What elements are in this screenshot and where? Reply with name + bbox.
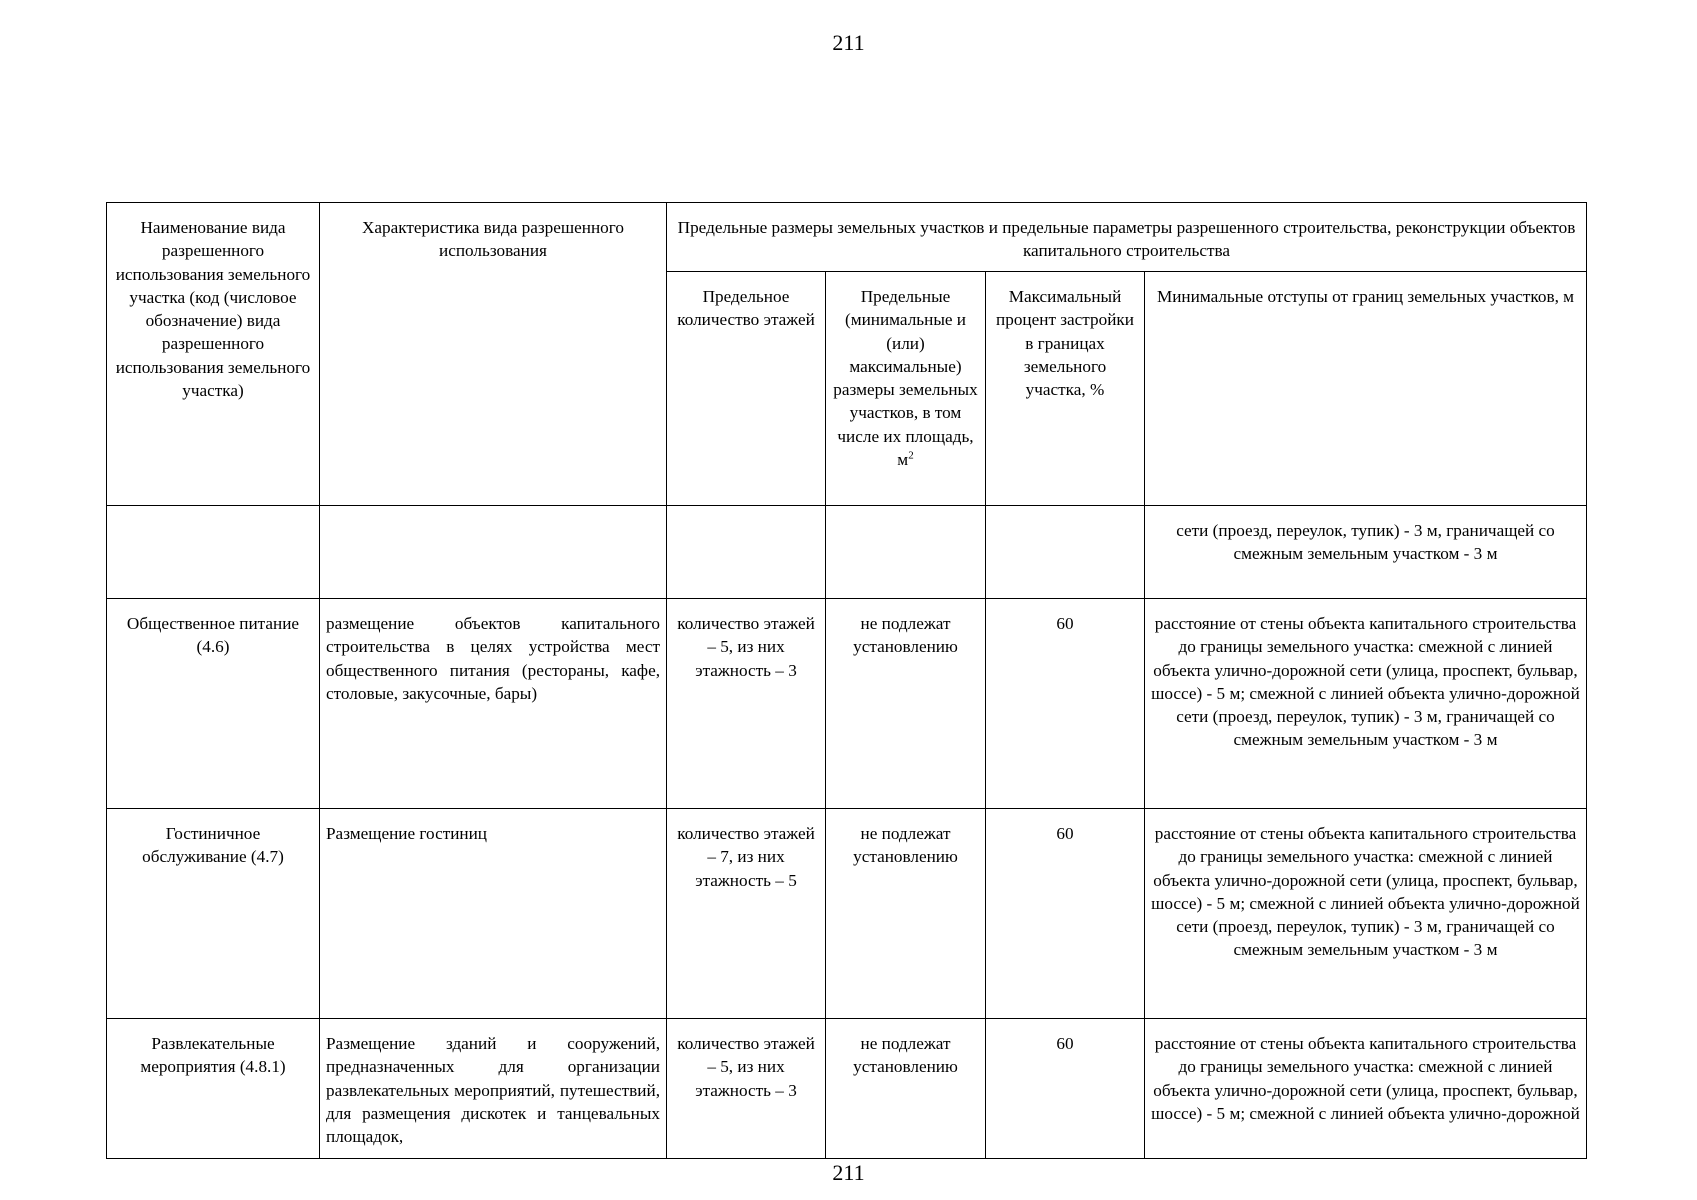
cell-plot-size: не подлежат установлению [826,599,986,809]
table-row [107,1019,1587,1159]
header-min-setbacks: Минимальные отступы от границ земельных участков, м [1145,272,1587,506]
cell-min-setbacks: сети (проезд, переулок, тупик) - 3 м, граничащей со смежным земельным участком - 3 м [1145,506,1587,599]
cell-usage-description: Размещение зданий и сооружений, предназначенных для организации развлекательных мероприятий, путешествий, для размещения дискотек и танцевальных площадок, [320,1019,667,1159]
cell-max-coverage [986,506,1145,599]
cell-max-floors: количество этажей – 5, из них этажность – 3 [667,1019,826,1159]
table-row [107,599,1587,809]
cell-plot-size [826,506,986,599]
cell-usage-name: Гостиничное обслуживание (4.7) [107,809,320,1019]
cell-max-coverage: 60 [986,1019,1145,1159]
cell-max-coverage: 60 [986,599,1145,809]
cell-usage-name: Развлекательные мероприятия (4.8.1) [107,1019,320,1159]
header-usage-description: Характеристика вида разрешенного использования [320,203,667,506]
header-max-coverage: Максимальный процент застройки в границах земельного участка, % [986,272,1145,506]
page-number-top: 211 [832,30,865,55]
cell-plot-size: не подлежат установлению [826,1019,986,1159]
cell-max-floors [667,506,826,599]
header-usage-name: Наименование вида разрешенного использования земельного участка (код (числовое обозначение) вида разрешенного использования земельного участка) [107,203,320,506]
cell-usage-description: Размещение гостиниц [320,809,667,1019]
table-header-row-1 [107,203,1587,272]
zoning-parameters-table [106,202,1587,1159]
cell-min-setbacks: расстояние от стены объекта капитального строительства до границы земельного участка: смежной с линией объекта улично-дорожной сети (улица, проспект, бульвар, шоссе) - 5 м; смежной с линией объекта улично-дорожной сети (проезд, переулок, тупик) - 3 м, граничащей со смежным земельным участком - 3 м [1145,599,1587,809]
header-limits-group: Предельные размеры земельных участков и предельные параметры разрешенного строительства, реконструкции объектов капитального строительства [667,203,1587,272]
table-row-continuation [107,506,1587,599]
cell-min-setbacks: расстояние от стены объекта капитального строительства до границы земельного участка: смежной с линией объекта улично-дорожной сети (улица, проспект, бульвар, шоссе) - 5 м; смежной с линией объекта улично-дорожной сети (проезд, переулок, тупик) - 3 м, граничащей со смежным земельным участком - 3 м [1145,809,1587,1019]
superscript-2: 2 [908,449,914,462]
cell-max-coverage: 60 [986,809,1145,1019]
cell-usage-name: Общественное питание (4.6) [107,599,320,809]
table-row [107,809,1587,1019]
cell-usage-name [107,506,320,599]
cell-plot-size: не подлежат установлению [826,809,986,1019]
cell-min-setbacks: расстояние от стены объекта капитального строительства до границы земельного участка: смежной с линией объекта улично-дорожной сети (улица, проспект, бульвар, шоссе) - 5 м; смежной с линией объекта улично-дорожной [1145,1019,1587,1159]
page-number-bottom: 211 [832,1160,865,1185]
header-plot-size: Предельные (минимальные и (или) максимальные) размеры земельных участков, в том числе их площадь, $м^2$ [826,272,986,506]
cell-usage-description [320,506,667,599]
cell-max-floors: количество этажей – 7, из них этажность – 5 [667,809,826,1019]
header-max-floors: Предельное количество этажей [667,272,826,506]
cell-usage-description: размещение объектов капитального строительства в целях устройства мест общественного питания (рестораны, кафе, столовые, закусочные, бары) [320,599,667,809]
cell-max-floors: количество этажей – 5, из них этажность – 3 [667,599,826,809]
